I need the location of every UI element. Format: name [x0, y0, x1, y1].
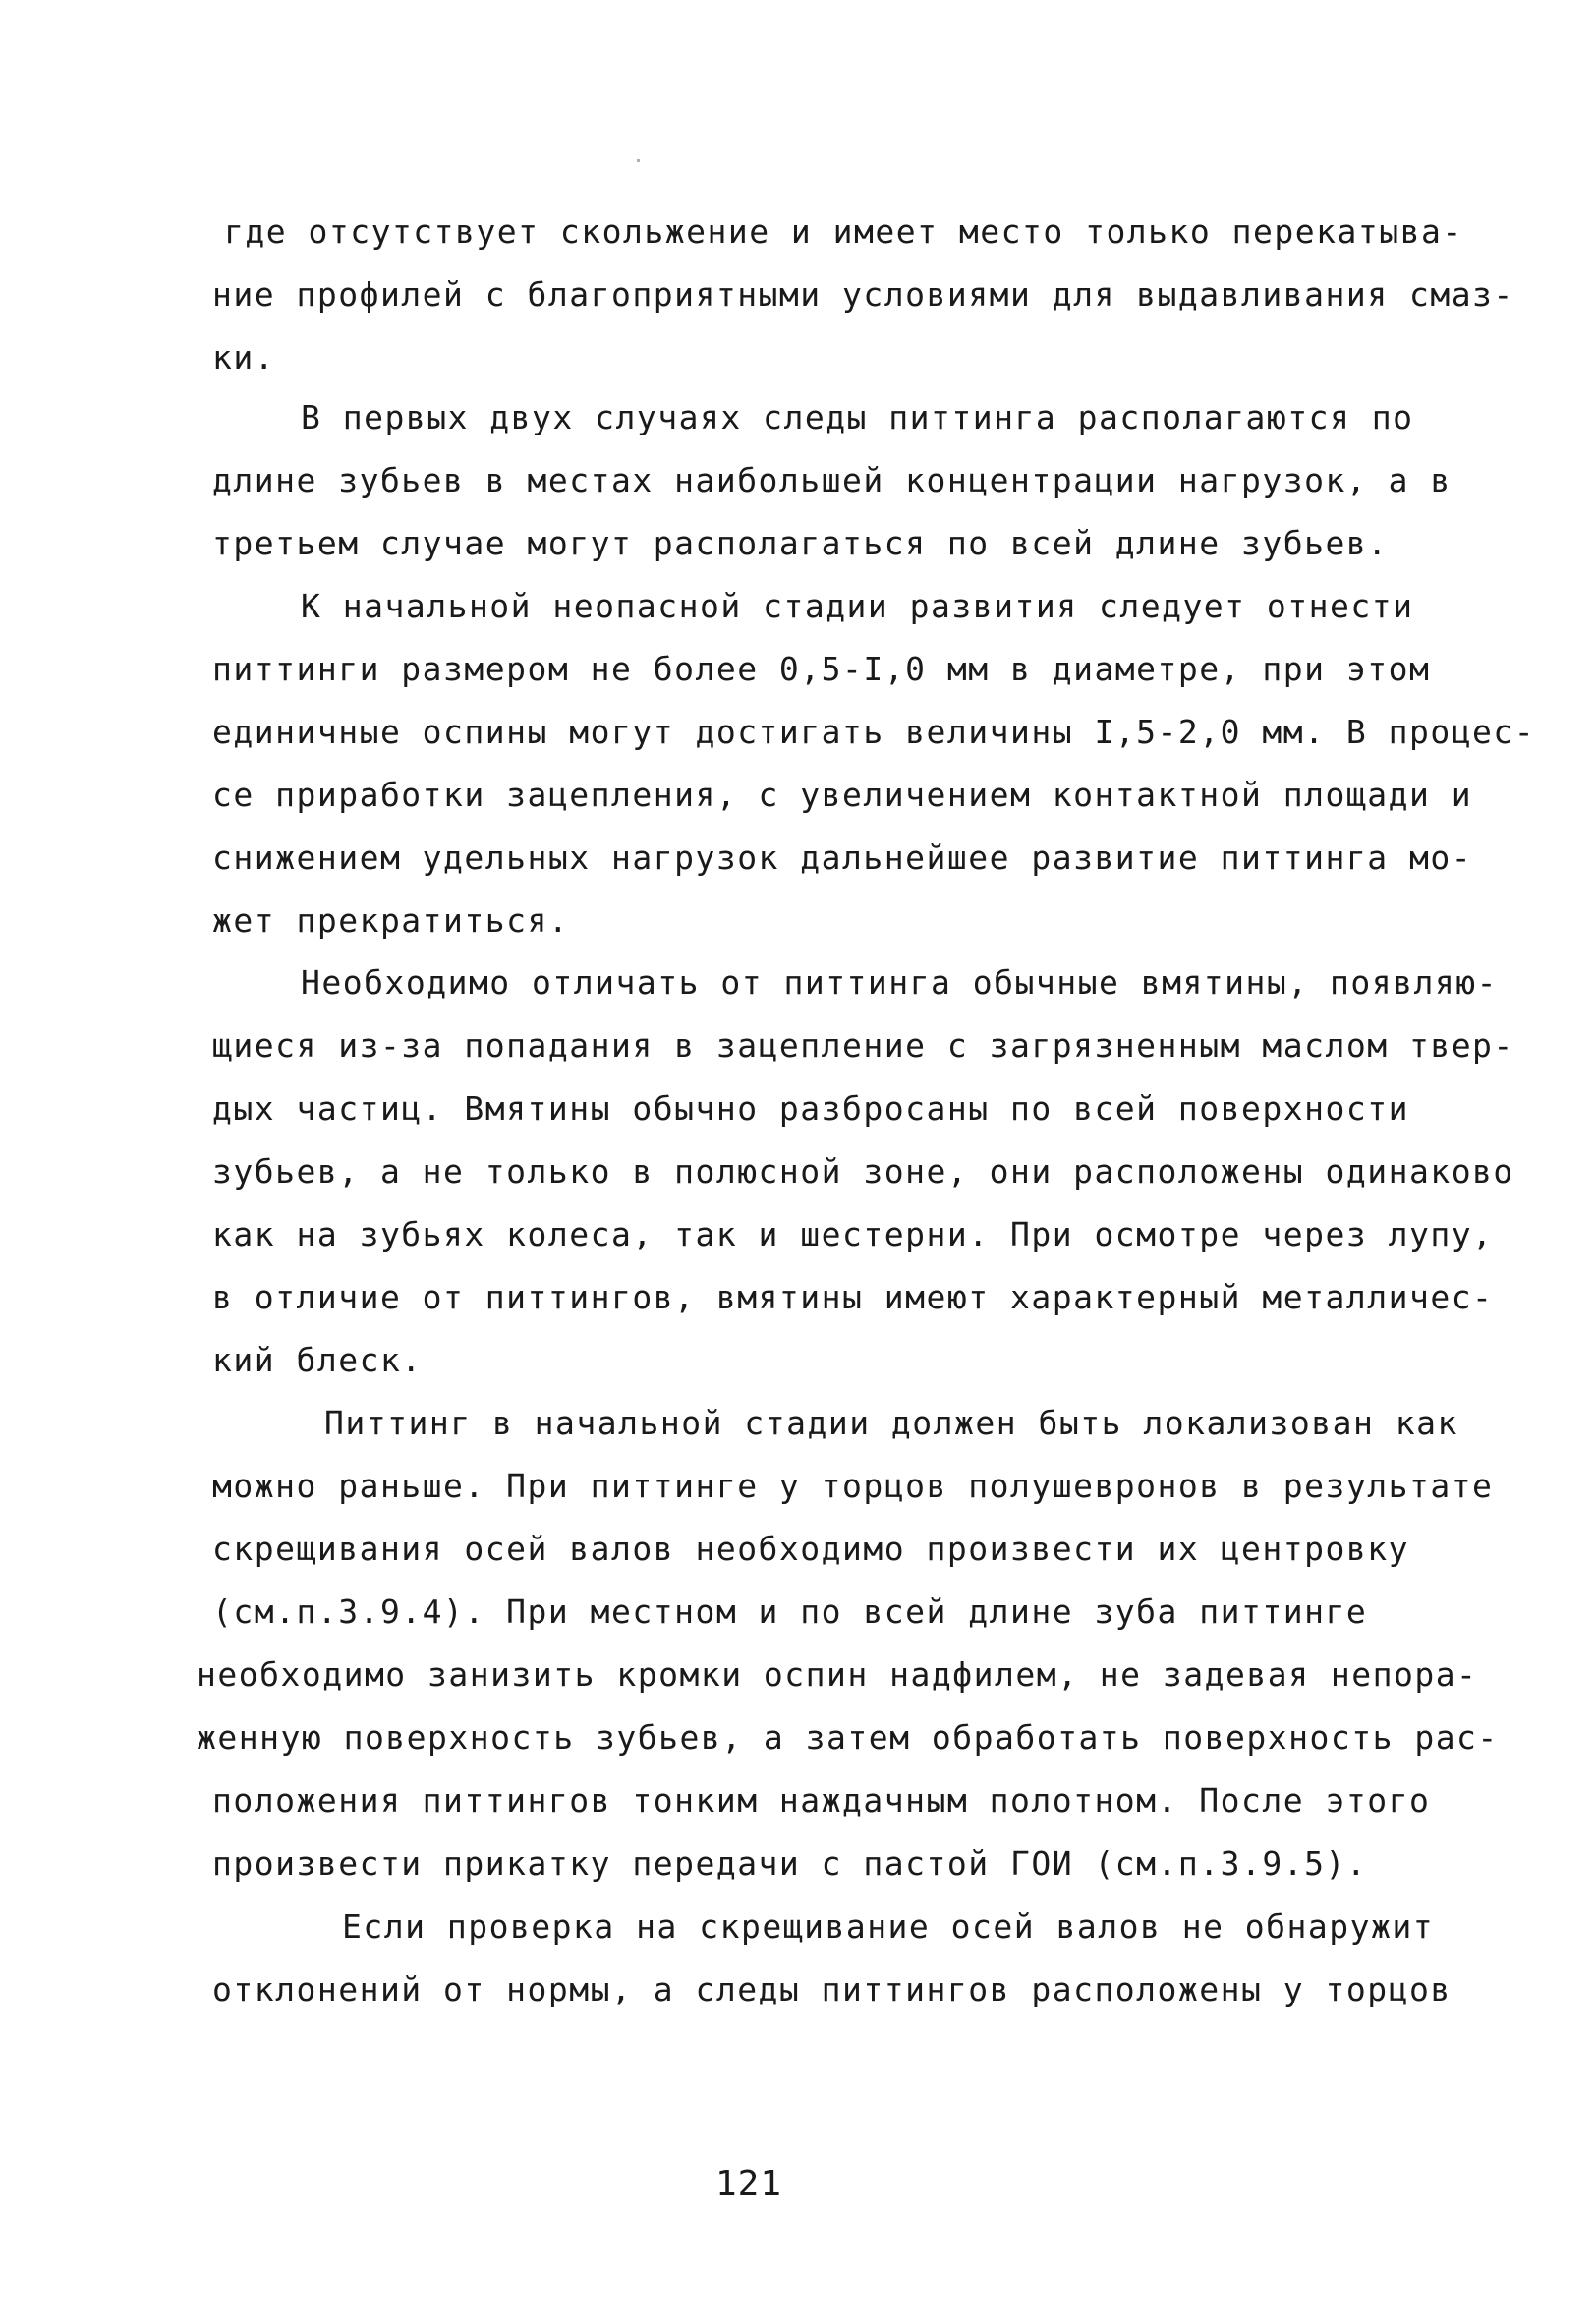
text-line: произвести прикатку передачи с пастой ГОИ (см.п.3.9.5). — [212, 1844, 1368, 1883]
text-line: ние профилей с благоприятными условиями для выдавливания смаз- — [212, 275, 1514, 314]
text-line: К начальной неопасной стадии развития следует отнести — [301, 587, 1414, 625]
text-line: кий блеск. — [212, 1341, 423, 1379]
text-line: необходимо занизить кромки оспин надфилем, не задевая непора- — [197, 1655, 1478, 1694]
text-line: снижением удельных нагрузок дальнейшее развитие питтинга мо- — [212, 839, 1473, 877]
text-line: Необходимо отличать от питтинга обычные вмятины, появляю- — [301, 963, 1498, 1002]
text-line: щиеся из-за попадания в зацепление с загрязненным маслом твер- — [212, 1026, 1514, 1065]
text-line: зубьев, а не только в полюсной зоне, они расположены одинаково — [212, 1152, 1514, 1190]
text-line: Если проверка на скрещивание осей валов не обнаружит — [342, 1907, 1435, 1945]
text-line: скрещивания осей валов необходимо произвести их центровку — [212, 1530, 1409, 1568]
text-line: положения питтингов тонким наждачным полотном. После этого — [212, 1781, 1431, 1820]
text-line: Питтинг в начальной стадии должен быть локализован как — [324, 1404, 1458, 1442]
text-line: как на зубьях колеса, так и шестерни. При осмотре через лупу, — [212, 1215, 1494, 1253]
text-line: (см.п.3.9.4). При местном и по всей длине зуба питтинге — [212, 1593, 1368, 1631]
text-line: питтинги размером не более 0,5-I,0 мм в диаметре, при этом — [212, 650, 1431, 688]
text-line: жет прекратиться. — [212, 901, 570, 940]
text-line: дых частиц. Вмятины обычно разбросаны по всей поверхности — [212, 1089, 1409, 1128]
text-line: третьем случае могут располагаться по всей длине зубьев. — [212, 524, 1389, 562]
text-line: се приработки зацепления, с увеличением контактной площади и — [212, 776, 1473, 814]
text-line: единичные оспины могут достигать величины I,5-2,0 мм. В процес- — [212, 713, 1536, 751]
text-line: где отсутствует скольжение и имеет место только перекатыва- — [224, 212, 1463, 251]
text-line: в отличие от питтингов, вмятины имеют характерный металличес- — [212, 1278, 1494, 1316]
text-line: длине зубьев в местах наибольшей концентрации нагрузок, а в — [212, 461, 1452, 499]
text-line: отклонений от нормы, а следы питтингов расположены у торцов — [212, 1970, 1452, 2008]
page-number: 121 — [715, 2164, 783, 2204]
text-line: ки. — [212, 338, 276, 377]
text-line: В первых двух случаях следы питтинга располагаются по — [301, 398, 1414, 436]
scan-speck — [637, 159, 640, 162]
text-line: можно раньше. При питтинге у торцов полушевронов в результате — [212, 1467, 1494, 1505]
text-line: женную поверхность зубьев, а затем обработать поверхность рас- — [197, 1718, 1499, 1757]
